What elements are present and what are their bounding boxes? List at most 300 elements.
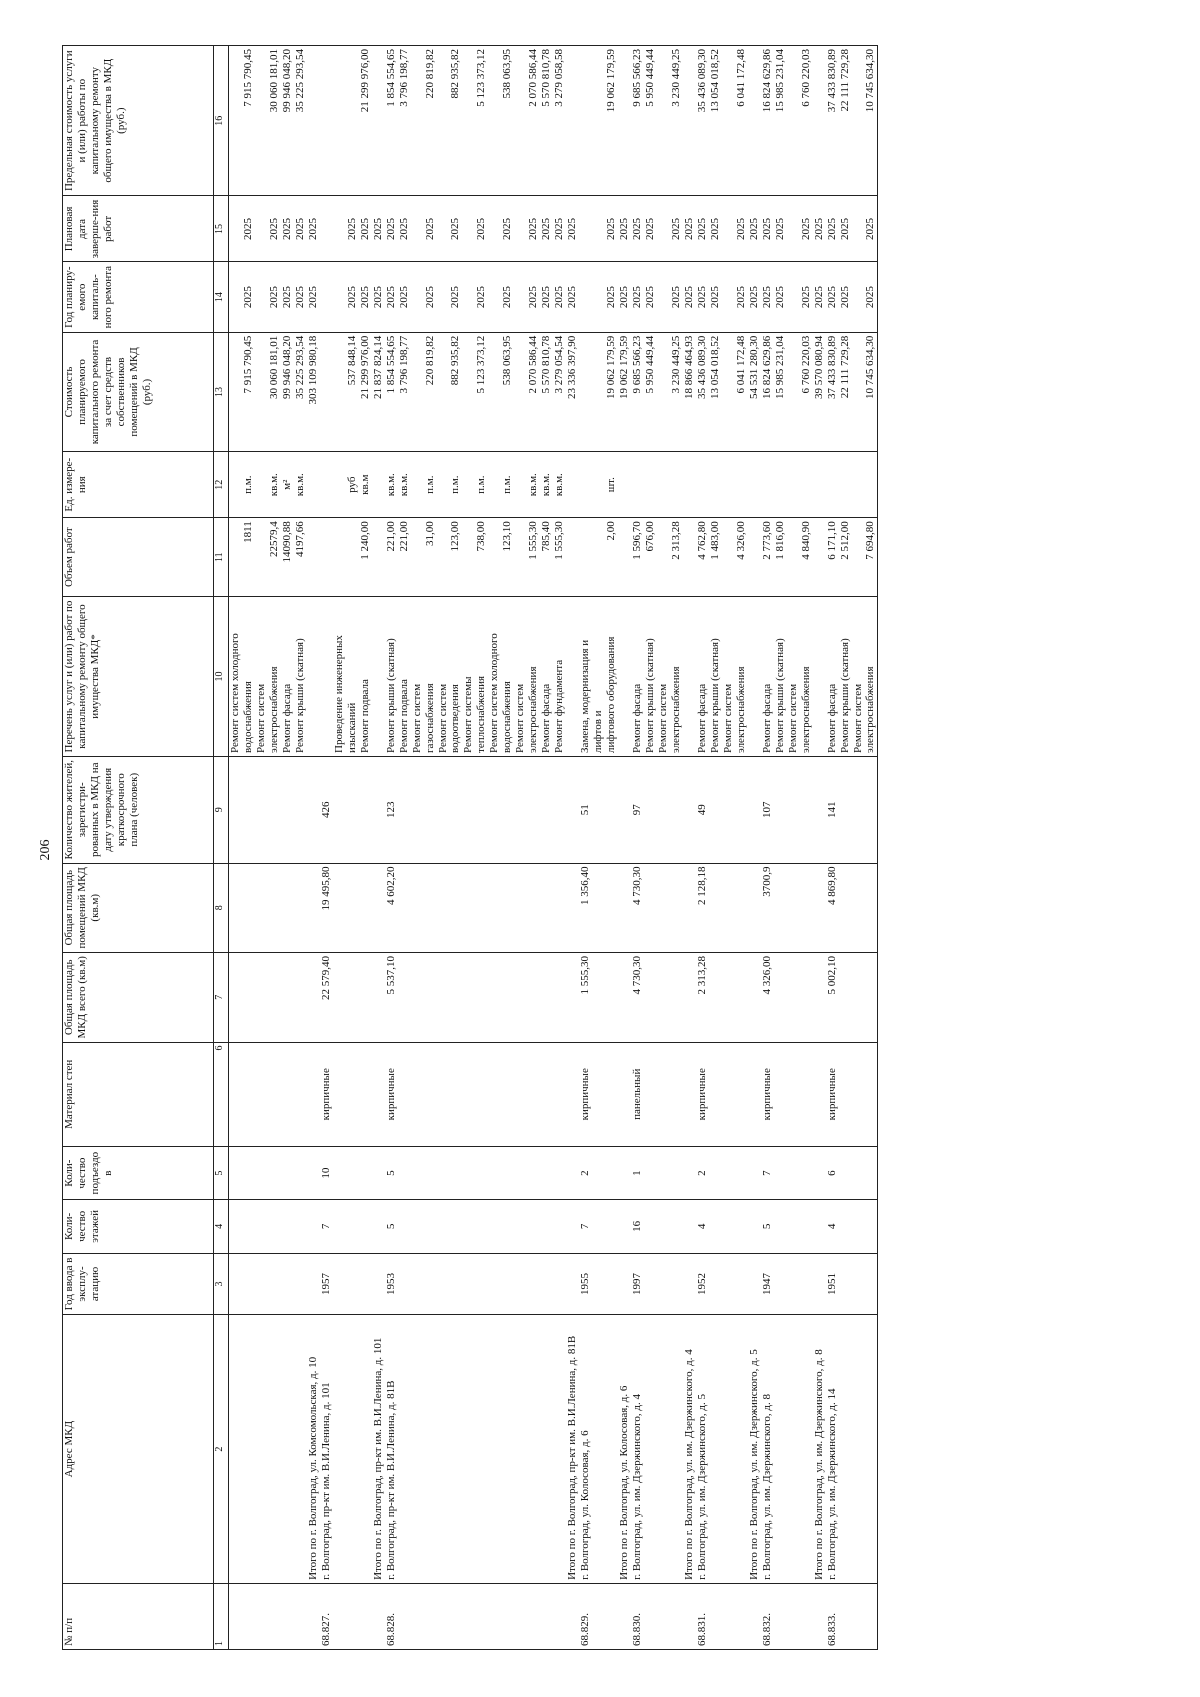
work-type-cell: Ремонт фасада (696, 597, 709, 757)
work-type-cell: Ремонт фасада (540, 597, 553, 757)
subtotal-row (307, 46, 320, 1650)
work-type-cell: Ремонт систем (437, 597, 450, 757)
table-row (826, 46, 839, 1650)
work-volume-cell (748, 518, 761, 597)
repair-year-cell: 2025 (372, 262, 385, 332)
header-row (63, 46, 214, 1650)
address-cell (540, 1315, 553, 1584)
unit-cell (787, 452, 800, 518)
column-number: 12 (214, 452, 229, 518)
premises-area-cell (372, 863, 385, 953)
cost-cell (787, 332, 800, 451)
entrances-cell (722, 1146, 735, 1199)
unit-cell: п.м. (449, 452, 462, 518)
total-area-cell (475, 953, 488, 1043)
cost-cell: 37 433 830,89 (826, 332, 839, 451)
repair-year-cell: 2025 (644, 262, 657, 332)
unit-cell (644, 452, 657, 518)
row-number (449, 1583, 462, 1649)
year-cell (722, 1253, 735, 1315)
total-area-cell (501, 953, 514, 1043)
row-number (683, 1583, 696, 1649)
table-row (255, 46, 268, 1650)
year-cell (229, 1253, 242, 1315)
work-type-cell (813, 597, 826, 757)
total-area-cell: 5 002,10 (826, 953, 839, 1043)
floors-cell (488, 1200, 501, 1253)
year-cell (398, 1253, 411, 1315)
floors-cell: 5 (761, 1200, 774, 1253)
premises-area-cell: 4 602,20 (385, 863, 398, 953)
completion-date-cell: 2025 (424, 196, 437, 262)
row-number (437, 1583, 450, 1649)
work-type-cell: Ремонт крыши (скатная) (709, 597, 722, 757)
address-cell (475, 1315, 488, 1584)
work-type-cell: Ремонт подвала (359, 597, 372, 757)
wall-material-cell: кирпичные (579, 1042, 592, 1146)
year-cell (462, 1253, 475, 1315)
limit-cost-cell (462, 46, 475, 196)
total-area-cell (644, 953, 657, 1043)
floors-cell: 5 (385, 1200, 398, 1253)
work-volume-cell: 738,00 (475, 518, 488, 597)
work-type-cell: Ремонт систем (255, 597, 268, 757)
year-cell (683, 1253, 696, 1315)
column-number: 5 (214, 1146, 229, 1199)
repair-year-cell (320, 262, 333, 332)
work-volume-cell: 1 555,30 (527, 518, 540, 597)
unit-cell (800, 452, 813, 518)
floors-cell (800, 1200, 813, 1253)
limit-cost-cell: 10 745 634,30 (864, 46, 877, 196)
row-number: 68.828. (385, 1583, 398, 1649)
cost-cell (255, 332, 268, 451)
work-type-cell: Ремонт крыши (скатная) (839, 597, 852, 757)
work-volume-cell (566, 518, 579, 597)
entrances-cell (281, 1146, 294, 1199)
cost-cell: 10 745 634,30 (864, 332, 877, 451)
completion-date-cell (722, 196, 735, 262)
limit-cost-cell: 35 436 089,30 (696, 46, 709, 196)
row-number (281, 1583, 294, 1649)
entrances-cell (709, 1146, 722, 1199)
limit-cost-cell: 22 111 729,28 (839, 46, 852, 196)
cost-cell: 882 935,82 (449, 332, 462, 451)
cost-cell (592, 332, 605, 451)
address-cell (333, 1315, 346, 1584)
work-type-cell: водоснабжения (242, 597, 255, 757)
address-cell (709, 1315, 722, 1584)
work-volume-cell (437, 518, 450, 597)
address-cell (462, 1315, 475, 1584)
residents-cell: 51 (579, 756, 592, 863)
row-number (657, 1583, 670, 1649)
cost-cell: 6 760 220,03 (800, 332, 813, 451)
work-volume-cell: 2 313,28 (670, 518, 683, 597)
work-type-cell (748, 597, 761, 757)
repair-year-cell: 2025 (346, 262, 359, 332)
cost-cell: 23 336 397,90 (566, 332, 579, 451)
completion-date-cell: 2025 (385, 196, 398, 262)
floors-cell (839, 1200, 852, 1253)
entrances-cell (398, 1146, 411, 1199)
work-volume-cell: 4197,66 (294, 518, 307, 597)
column-header: Стоимость планируемого капитального ремонта за счет средств собственников помещений в МКД (руб.) (63, 332, 214, 451)
unit-cell: кв.м. (294, 452, 307, 518)
address-cell (488, 1315, 501, 1584)
residents-cell (372, 756, 385, 863)
year-cell (748, 1253, 761, 1315)
repair-year-cell: 2025 (618, 262, 631, 332)
completion-date-cell (462, 196, 475, 262)
unit-cell (826, 452, 839, 518)
premises-area-cell (359, 863, 372, 953)
address-cell: Итого по г. Волгоград, пр-кт им. В.И.Ленина, д. 81В (566, 1315, 579, 1584)
limit-cost-cell: 16 824 629,86 (761, 46, 774, 196)
address-cell (644, 1315, 657, 1584)
table-row (333, 46, 346, 1650)
year-cell (566, 1253, 579, 1315)
limit-cost-cell (852, 46, 865, 196)
year-cell (488, 1253, 501, 1315)
entrances-cell (411, 1146, 424, 1199)
address-cell: г. Волгоград, ул. им. Дзержинского, д. 14 (826, 1315, 839, 1584)
unit-cell (670, 452, 683, 518)
work-volume-cell (618, 518, 631, 597)
year-cell (449, 1253, 462, 1315)
work-type-cell: водоотведения (449, 597, 462, 757)
wall-material-cell (644, 1042, 657, 1146)
row-number (644, 1583, 657, 1649)
total-area-cell (852, 953, 865, 1043)
row-number (501, 1583, 514, 1649)
work-type-cell: электроснабжения (800, 597, 813, 757)
entrances-cell (294, 1146, 307, 1199)
address-cell: г. Волгоград, ул. им. Дзержинского, д. 8 (761, 1315, 774, 1584)
year-cell (553, 1253, 566, 1315)
floors-cell (553, 1200, 566, 1253)
residents-cell (437, 756, 450, 863)
total-area-cell (527, 953, 540, 1043)
work-type-cell (320, 597, 333, 757)
unit-cell (372, 452, 385, 518)
limit-cost-cell: 37 433 830,89 (826, 46, 839, 196)
wall-material-cell (372, 1042, 385, 1146)
completion-date-cell (657, 196, 670, 262)
year-cell (540, 1253, 553, 1315)
row-number (787, 1583, 800, 1649)
year-cell (514, 1253, 527, 1315)
address-cell: Итого по г. Волгоград, ул. Комсомольская, д. 10 (307, 1315, 320, 1584)
repair-year-cell: 2025 (670, 262, 683, 332)
cost-cell: 99 946 048,20 (281, 332, 294, 451)
wall-material-cell (294, 1042, 307, 1146)
limit-cost-cell (372, 46, 385, 196)
total-area-cell: 4 326,00 (761, 953, 774, 1043)
total-area-cell (346, 953, 359, 1043)
completion-date-cell: 2025 (826, 196, 839, 262)
address-cell (281, 1315, 294, 1584)
residents-cell (462, 756, 475, 863)
entrances-cell: 7 (761, 1146, 774, 1199)
work-type-cell: водоснабжения (501, 597, 514, 757)
completion-date-cell: 2025 (761, 196, 774, 262)
work-volume-cell: 22579,4 (268, 518, 281, 597)
address-cell: г. Волгоград, ул. им. Дзержинского, д. 4 (631, 1315, 644, 1584)
total-area-cell (268, 953, 281, 1043)
table-row (229, 46, 242, 1650)
address-cell: г. Волгоград, ул. им. Дзержинского, д. 5 (696, 1315, 709, 1584)
premises-area-cell: 4 869,80 (826, 863, 839, 953)
repair-year-cell (488, 262, 501, 332)
address-cell (294, 1315, 307, 1584)
repair-year-cell (229, 262, 242, 332)
premises-area-cell (346, 863, 359, 953)
row-number: 68.829. (579, 1583, 592, 1649)
entrances-cell (372, 1146, 385, 1199)
work-volume-cell (722, 518, 735, 597)
floors-cell (346, 1200, 359, 1253)
cost-cell (462, 332, 475, 451)
work-volume-cell (411, 518, 424, 597)
residents-cell (644, 756, 657, 863)
repair-year-cell (592, 262, 605, 332)
row-number (852, 1583, 865, 1649)
cost-cell: 7 915 790,45 (242, 332, 255, 451)
work-volume-cell (346, 518, 359, 597)
total-area-cell: 1 555,30 (579, 953, 592, 1043)
limit-cost-cell (657, 46, 670, 196)
address-cell (735, 1315, 748, 1584)
total-area-cell (540, 953, 553, 1043)
column-number-row (214, 46, 229, 1650)
residents-cell (359, 756, 372, 863)
table-row (346, 46, 359, 1650)
entrances-cell (475, 1146, 488, 1199)
entrances-cell (774, 1146, 787, 1199)
unit-cell (462, 452, 475, 518)
table-row (475, 46, 488, 1650)
entrances-cell (618, 1146, 631, 1199)
unit-cell: кв.м. (527, 452, 540, 518)
work-type-cell: теплоснабжения (475, 597, 488, 757)
unit-cell (813, 452, 826, 518)
work-type-cell (618, 597, 631, 757)
premises-area-cell (618, 863, 631, 953)
column-number: 1 (214, 1583, 229, 1649)
unit-cell (488, 452, 501, 518)
total-area-cell (242, 953, 255, 1043)
completion-date-cell (333, 196, 346, 262)
work-type-cell (683, 597, 696, 757)
table-row (501, 46, 514, 1650)
year-cell (333, 1253, 346, 1315)
premises-area-cell (527, 863, 540, 953)
premises-area-cell (281, 863, 294, 953)
year-cell (592, 1253, 605, 1315)
row-number (800, 1583, 813, 1649)
unit-cell (566, 452, 579, 518)
total-area-cell (449, 953, 462, 1043)
limit-cost-cell (813, 46, 826, 196)
completion-date-cell: 2025 (281, 196, 294, 262)
entrances-cell (488, 1146, 501, 1199)
year-cell (294, 1253, 307, 1315)
premises-area-cell (774, 863, 787, 953)
floors-cell (398, 1200, 411, 1253)
column-header: Год ввода в эксплу-атацию (63, 1253, 214, 1315)
work-type-cell (307, 597, 320, 757)
entrances-cell (605, 1146, 618, 1199)
entrances-cell (449, 1146, 462, 1199)
column-header: № п/п (63, 1583, 214, 1649)
floors-cell (774, 1200, 787, 1253)
row-number (462, 1583, 475, 1649)
work-type-cell: Ремонт фасада (826, 597, 839, 757)
address-cell: Итого по г. Волгоград, пр-кт им. В.И.Ленина, д. 101 (372, 1315, 385, 1584)
residents-cell: 49 (696, 756, 709, 863)
total-area-cell (800, 953, 813, 1043)
table-row (670, 46, 683, 1650)
unit-cell (709, 452, 722, 518)
entrances-cell (540, 1146, 553, 1199)
completion-date-cell: 2025 (359, 196, 372, 262)
wall-material-cell (852, 1042, 865, 1146)
year-cell (372, 1253, 385, 1315)
unit-cell (229, 452, 242, 518)
floors-cell (566, 1200, 579, 1253)
premises-area-cell (411, 863, 424, 953)
work-volume-cell (514, 518, 527, 597)
work-type-cell: газоснабжения (424, 597, 437, 757)
address-cell (864, 1315, 877, 1584)
column-number: 4 (214, 1200, 229, 1253)
cost-cell: 5 123 373,12 (475, 332, 488, 451)
work-volume-cell: 14090,88 (281, 518, 294, 597)
work-volume-cell: 31,00 (424, 518, 437, 597)
cost-cell: 13 054 018,52 (709, 332, 722, 451)
row-number (735, 1583, 748, 1649)
address-cell: г. Волгоград, ул. Колосовая, д. 6 (579, 1315, 592, 1584)
work-type-cell: электроснабжения (268, 597, 281, 757)
repair-year-cell: 2025 (839, 262, 852, 332)
completion-date-cell: 2025 (670, 196, 683, 262)
floors-cell (449, 1200, 462, 1253)
premises-area-cell (800, 863, 813, 953)
row-number (566, 1583, 579, 1649)
work-volume-cell (813, 518, 826, 597)
column-number: 15 (214, 196, 229, 262)
residents-cell (242, 756, 255, 863)
rotated-content (18, 40, 1178, 1660)
cost-cell (852, 332, 865, 451)
work-volume-cell: 2 773,60 (761, 518, 774, 597)
residents-cell: 97 (631, 756, 644, 863)
unit-cell (722, 452, 735, 518)
column-header: Плановая дата заверше-ния работ (63, 196, 214, 262)
completion-date-cell: 2025 (839, 196, 852, 262)
total-area-cell (657, 953, 670, 1043)
address-cell (592, 1315, 605, 1584)
unit-cell (333, 452, 346, 518)
table-row (735, 46, 748, 1650)
wall-material-cell (800, 1042, 813, 1146)
wall-material-cell (527, 1042, 540, 1146)
floors-cell (709, 1200, 722, 1253)
total-area-cell (424, 953, 437, 1043)
cost-cell: 2 070 586,44 (527, 332, 540, 451)
year-cell: 1953 (385, 1253, 398, 1315)
repair-year-cell: 2025 (748, 262, 761, 332)
limit-cost-cell: 882 935,82 (449, 46, 462, 196)
wall-material-cell (501, 1042, 514, 1146)
repair-year-cell: 2025 (709, 262, 722, 332)
floors-cell (852, 1200, 865, 1253)
wall-material-cell (514, 1042, 527, 1146)
wall-material-cell (709, 1042, 722, 1146)
repair-year-cell: 2025 (501, 262, 514, 332)
limit-cost-cell (787, 46, 800, 196)
year-cell (307, 1253, 320, 1315)
total-area-cell: 22 579,40 (320, 953, 333, 1043)
completion-date-cell: 2025 (735, 196, 748, 262)
entrances-cell (787, 1146, 800, 1199)
column-header: Год планиру-емого капиталь-ного ремонта (63, 262, 214, 332)
repair-year-cell: 2025 (605, 262, 618, 332)
work-type-cell: изысканий (346, 597, 359, 757)
table-row (385, 46, 398, 1650)
residents-cell (514, 756, 527, 863)
table-row (281, 46, 294, 1650)
premises-area-cell (449, 863, 462, 953)
cost-cell: 537 848,14 (346, 332, 359, 451)
limit-cost-cell (722, 46, 735, 196)
premises-area-cell (307, 863, 320, 953)
work-type-cell: Ремонт систем (852, 597, 865, 757)
entrances-cell (800, 1146, 813, 1199)
table-row (761, 46, 774, 1650)
wall-material-cell (735, 1042, 748, 1146)
unit-cell (683, 452, 696, 518)
entrances-cell (527, 1146, 540, 1199)
work-volume-cell: 6 171,10 (826, 518, 839, 597)
work-type-cell: Ремонт систем (657, 597, 670, 757)
floors-cell (670, 1200, 683, 1253)
address-cell (722, 1315, 735, 1584)
completion-date-cell (229, 196, 242, 262)
work-volume-cell: 1 555,30 (553, 518, 566, 597)
unit-cell (761, 452, 774, 518)
table-row (462, 46, 475, 1650)
cost-cell: 16 824 629,86 (761, 332, 774, 451)
premises-area-cell: 2 128,18 (696, 863, 709, 953)
completion-date-cell: 2025 (683, 196, 696, 262)
premises-area-cell (644, 863, 657, 953)
premises-area-cell (424, 863, 437, 953)
entrances-cell (644, 1146, 657, 1199)
address-cell (774, 1315, 787, 1584)
completion-date-cell: 2025 (307, 196, 320, 262)
completion-date-cell (255, 196, 268, 262)
limit-cost-cell: 35 225 293,54 (294, 46, 307, 196)
work-volume-cell (787, 518, 800, 597)
entrances-cell (501, 1146, 514, 1199)
row-number (294, 1583, 307, 1649)
entrances-cell (683, 1146, 696, 1199)
wall-material-cell (864, 1042, 877, 1146)
premises-area-cell (709, 863, 722, 953)
table-row (320, 46, 333, 1650)
